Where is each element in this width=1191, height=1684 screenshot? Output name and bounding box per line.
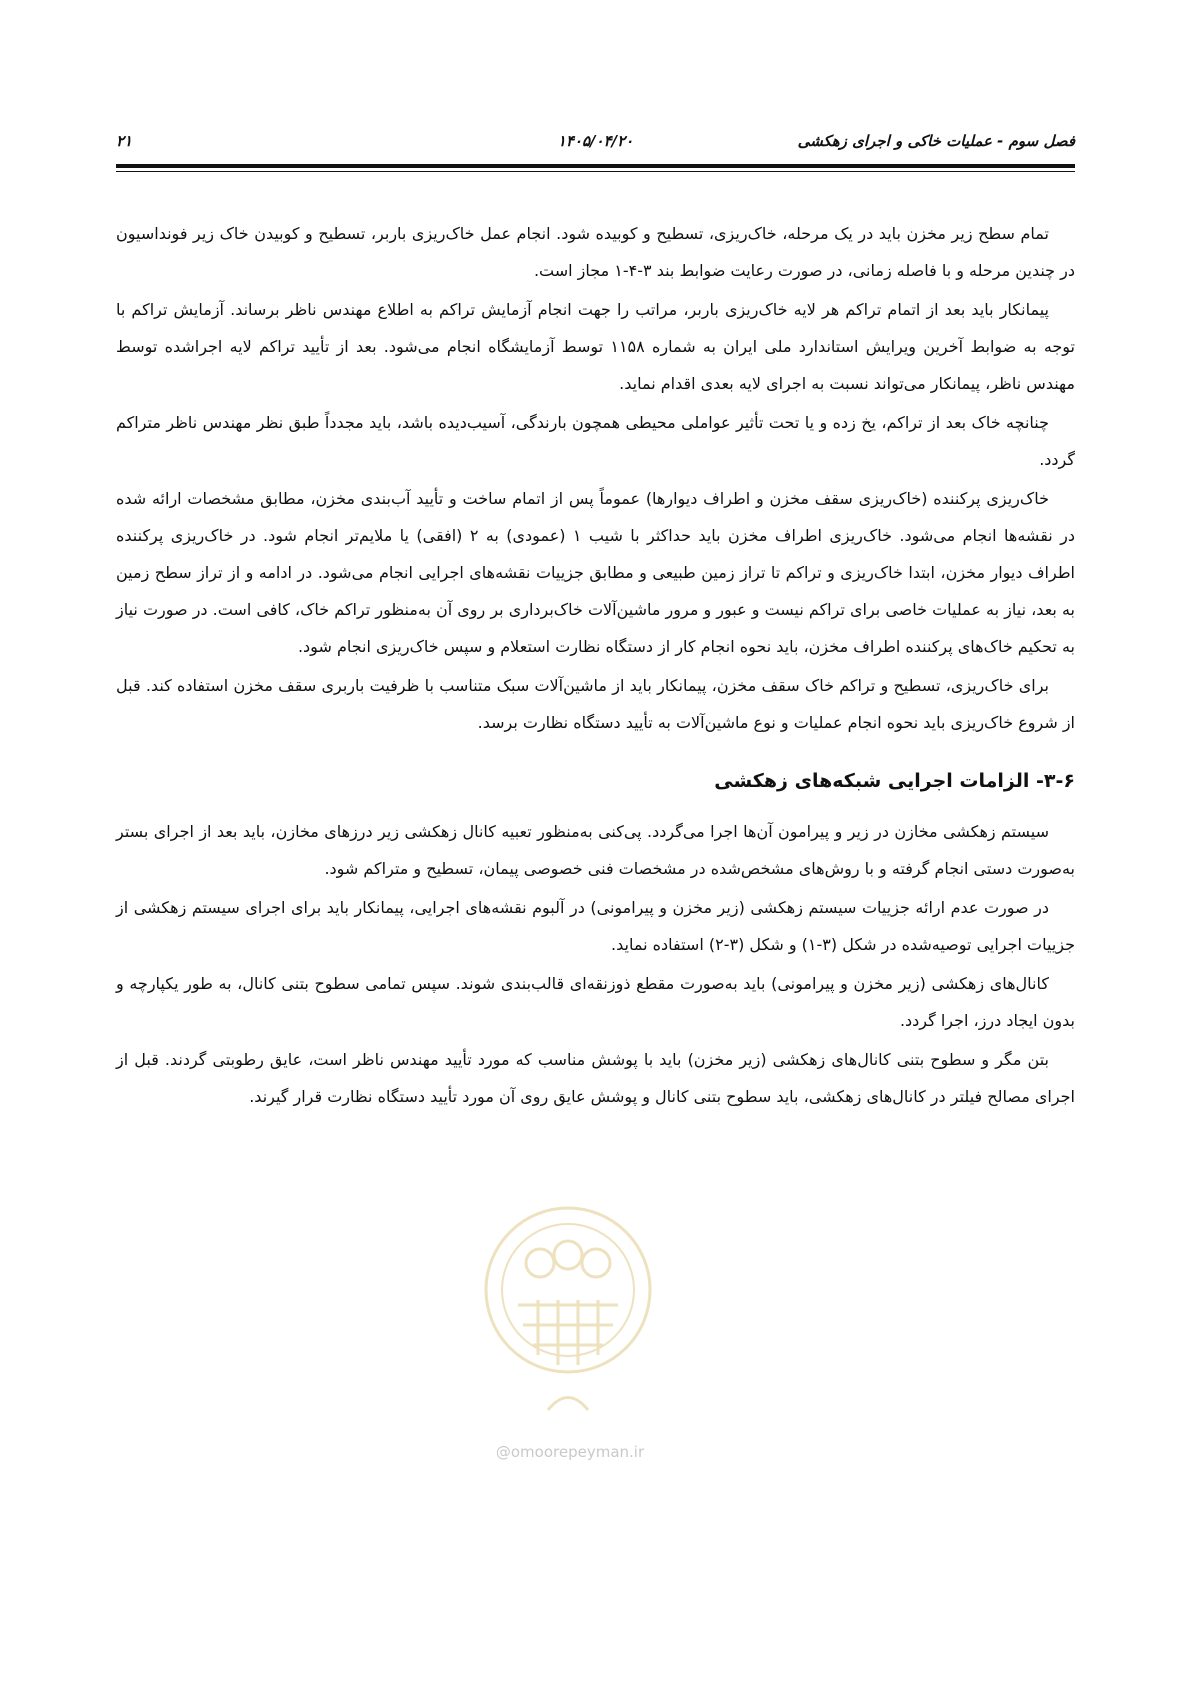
paragraph: پیمانکار باید بعد از اتمام تراکم هر لایه خاک‌ریزی باربر، مراتب را جهت انجام آزمایش تراکم به اطلاع مهندس ناظر برساند. آزمایش تراکم با توجه به ضوابط آخرین ویرایش استاندارد ملی ایران به شماره ۱۱۵۸ توسط آزمایشگاه انجام می‌شود. بعد از تأیید تراکم لایه اجراشده توسط مهندس ناظر، پیمانکار می‌تواند نسبت به اجرای لایه بعدی اقدام نماید. <box>116 300 1076 393</box>
page-number: ۲۱ <box>116 132 133 150</box>
paragraph: کانال‌های زهکشی (زیر مخزن و پیرامونی) باید به‌صورت مقطع ذوزنقه‌ای قالب‌بندی شوند. سپس تمامی سطوح بتنی کانال، به طور یکپارچه و بدون ایجاد درز، اجرا گردد. <box>116 974 1075 1030</box>
paragraph: تمام سطح زیر مخزن باید در یک مرحله، خاک‌ریزی، تسطیح و کوبیده شود. انجام عمل خاک‌ریزی باربر، تسطیح و کوبیدن خاک زیر فونداسیون در چندین مرحله و با فاصله زمانی، در صورت رعایت ضوابط بند ۳-۴-۱ مجاز است. <box>116 224 1075 280</box>
watermark-url: @omoorepeyman.ir <box>495 1443 645 1461</box>
header-rule-thin <box>116 171 1075 172</box>
paragraph: سیستم زهکشی مخازن در زیر و پیرامون آن‌ها اجرا می‌گردد. پی‌کنی به‌منظور تعبیه کانال زهکشی زیر درزهای مخازن، باید بعد از اجرای بستر به‌صورت دستی انجام گرفته و با روش‌های مشخص‌شده در مشخصات فنی خصوصی پیمان، تسطیح و متراکم شود. <box>116 822 1075 878</box>
page-content <box>116 215 1075 1117</box>
header-rule-thick <box>116 164 1075 168</box>
section-heading: ۳-۶- الزامات اجرایی شبکه‌های زهکشی <box>714 770 1075 792</box>
page-header <box>116 128 1075 158</box>
paragraph: خاک‌ریزی پرکننده (خاک‌ریزی سقف مخزن و اطراف دیوارها) عموماً پس از اتمام ساخت و تأیید آب‌بندی مخزن، مطابق مشخصات ارائه شده در نقشه‌ها انجام می‌شود. خاک‌ریزی اطراف مخزن باید حداکثر با شیب ۱ (عمودی) به ۲ (افقی) یا ملایم‌تر انجام شود. در خاک‌ریزی پرکننده اطراف دیوار مخزن، ابتدا خاک‌ریزی و تراکم تا تراز زمین طبیعی و مطابق جزییات نقشه‌های اجرایی انجام می‌شود. در ادامه و از تراز سطح زمین به بعد، نیاز به عملیات خاصی برای تراکم نیست و عبور و مرور ماشین‌آلات خاک‌برداری بر روی آن به‌منظور تراکم خاک، کافی است. در صورت نیاز به تحکیم خاک‌های پرکننده اطراف مخزن، باید نحوه انجام کار از دستگاه نظارت استعلام و سپس خاک‌ریزی انجام شود. <box>116 489 1075 656</box>
chapter-title: فصل سوم - عملیات خاکی و اجرای زهکشی <box>797 132 1075 150</box>
paragraph: چنانچه خاک بعد از تراکم، یخ زده و یا تحت تأثیر عواملی محیطی همچون بارندگی، آسیب‌دیده باشد، باید مجدداً طبق نظر مهندس ناظر متراکم گردد. <box>116 413 1075 469</box>
paragraph: بتن مگر و سطوح بتنی کانال‌های زهکشی (زیر مخزن) باید با پوشش مناسب که مورد تأیید مهندس ناظر است، عایق رطوبتی گردند. قبل از اجرای مصالح فیلتر در کانال‌های زهکشی، باید سطوح بتنی کانال و پوشش عایق روی آن مورد تأیید دستگاه نظارت قرار گیرند. <box>116 1050 1075 1106</box>
paragraph: برای خاک‌ریزی، تسطیح و تراکم خاک سقف مخزن، پیمانکار باید از ماشین‌آلات سبک متناسب با ظرفیت باربری سقف مخزن استفاده کند. قبل از شروع خاک‌ریزی باید نحوه انجام عملیات و نوع ماشین‌آلات به تأیید دستگاه نظارت برسد. <box>116 676 1075 732</box>
watermark-seal <box>478 1185 658 1435</box>
header-date: ۱۴۰۵/۰۴/۲۰ <box>557 132 634 150</box>
paragraph: در صورت عدم ارائه جزییات سیستم زهکشی (زیر مخزن و پیرامونی) در آلبوم نقشه‌های اجرایی، پیمانکار باید برای اجرای سیستم زهکشی از جزییات اجرایی توصیه‌شده در شکل (۳-۱) و شکل (۳-۲) استفاده نماید. <box>116 898 1075 954</box>
